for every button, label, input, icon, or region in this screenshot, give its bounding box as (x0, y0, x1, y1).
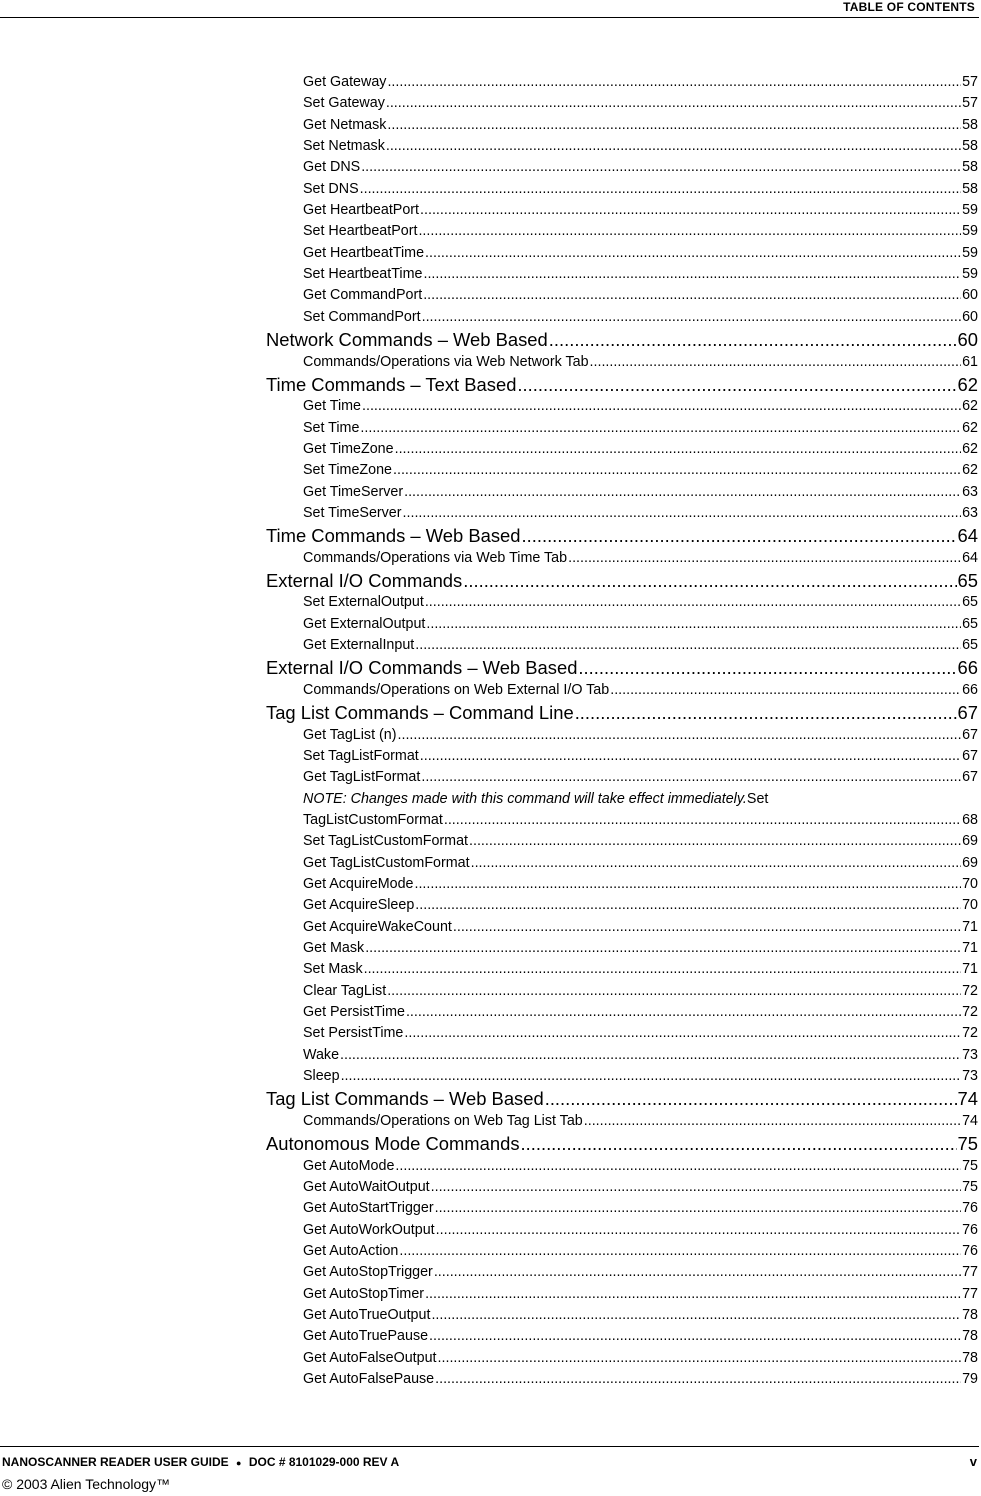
toc-dot-leader (415, 635, 961, 656)
toc-entry-page: 63 (962, 483, 978, 500)
toc-entry[interactable] (303, 179, 978, 200)
toc-entry-page: 76 (962, 1242, 978, 1259)
toc-dot-leader (438, 1348, 962, 1369)
toc-entry[interactable] (303, 1220, 978, 1241)
toc-entry-title: Time Commands – Text Based (266, 373, 517, 395)
toc-entry-title: Autonomous Mode Commands (266, 1133, 520, 1155)
toc-entry[interactable] (303, 503, 978, 524)
footer-guide-title: NANOSCANNER READER USER GUIDE (2, 1455, 229, 1469)
toc-entry-page: 65 (962, 637, 978, 654)
toc-section-entry[interactable] (266, 524, 978, 547)
toc-dot-leader (386, 93, 961, 114)
toc-entry[interactable] (303, 72, 978, 93)
toc-dot-leader (387, 981, 961, 1002)
toc-entry-title: Get DNS (303, 159, 361, 176)
toc-entry-title: Get AutoWaitOutput (303, 1178, 430, 1195)
toc-section-entry[interactable] (266, 656, 978, 679)
toc-entry-page: 69 (962, 854, 978, 871)
toc-entry[interactable] (303, 725, 978, 746)
toc-entry-page: 78 (962, 1306, 978, 1323)
toc-entry-page: 79 (962, 1371, 978, 1387)
toc-entry-title: Tag List Commands – Web Based (266, 1088, 544, 1110)
toc-entry[interactable] (303, 1023, 978, 1044)
toc-entry-page: 62 (962, 440, 978, 457)
toc-dot-leader (395, 1156, 961, 1177)
toc-entry[interactable] (303, 1284, 978, 1305)
toc-entry-page: 67 (962, 726, 978, 743)
toc-entry[interactable] (303, 548, 978, 569)
toc-entry-page: 72 (962, 1004, 978, 1021)
toc-entry[interactable] (303, 482, 978, 503)
toc-dot-leader (360, 418, 961, 439)
toc-entry[interactable] (303, 1111, 978, 1132)
toc-entry-title: Tag List Commands – Command Line (266, 702, 574, 724)
toc-entry-page: 65 (962, 594, 978, 611)
note-italic: NOTE: Changes made with this command will take effect immediately. (303, 790, 747, 807)
toc-dot-leader (420, 746, 961, 767)
toc-entry-title: Get AutoWorkOutput (303, 1221, 435, 1238)
toc-entry-page: 64 (962, 549, 978, 566)
toc-entry-title: Get TagListFormat (303, 769, 421, 786)
toc-entry-page: 77 (962, 1264, 978, 1281)
toc-entry[interactable] (303, 396, 978, 417)
toc-entry[interactable] (303, 352, 978, 373)
toc-dot-leader (578, 656, 956, 679)
toc-entry-page: 62 (962, 419, 978, 436)
toc-note (303, 789, 978, 810)
toc-entry[interactable] (303, 115, 978, 136)
toc-dot-leader (568, 548, 961, 569)
toc-section-entry[interactable] (266, 569, 978, 592)
toc-entry[interactable] (303, 981, 978, 1002)
toc-entry[interactable] (303, 938, 978, 959)
footer-separator: ● (236, 1458, 242, 1468)
toc-dot-leader (469, 831, 961, 852)
toc-entry-page: 78 (962, 1349, 978, 1366)
toc-entry[interactable] (303, 1156, 978, 1177)
toc-entry[interactable] (303, 592, 978, 613)
toc-entry-title: Set HeartbeatTime (303, 266, 423, 283)
toc-entry-title: Set Gateway (303, 95, 385, 112)
toc-entry-page: 64 (957, 525, 978, 547)
toc-dot-leader (386, 136, 961, 157)
toc-entry-title: Get Time (303, 398, 361, 415)
toc-section-entry[interactable] (266, 328, 978, 351)
toc-entry-page: 71 (962, 961, 978, 978)
toc-entry[interactable] (303, 1241, 978, 1262)
toc-entry-title: Get AutoStopTrigger (303, 1264, 433, 1281)
toc-dot-leader (406, 1002, 961, 1023)
toc-dot-leader (431, 1177, 961, 1198)
toc-entry-title: Clear TagList (303, 982, 387, 999)
footer-doc-number: DOC # 8101029-000 REV A (248, 1455, 400, 1469)
toc-entry-title: Get ExternalInput (303, 637, 415, 654)
page-footer (0, 1446, 979, 1492)
toc-entry-title: Time Commands – Web Based (266, 525, 521, 547)
toc-entry-title: Get AcquireMode (303, 876, 414, 892)
toc-entry-title: Set TimeZone (303, 462, 392, 479)
toc-entry-page: 58 (962, 180, 978, 197)
toc-dot-leader (423, 264, 961, 285)
toc-dot-leader (364, 959, 962, 980)
header-title: TABLE OF CONTENTS (843, 0, 975, 14)
toc-entry[interactable] (303, 418, 978, 439)
toc-dot-leader (403, 503, 962, 524)
toc-entry[interactable] (303, 136, 978, 157)
toc-dot-leader (425, 1284, 961, 1305)
toc-dot-leader (429, 1326, 961, 1347)
toc-entry-page: 59 (962, 202, 978, 219)
toc-dot-leader (422, 307, 961, 328)
toc-entry-title: Get AutoAction (303, 1242, 399, 1259)
toc-entry[interactable] (303, 917, 978, 938)
toc-entry-title: Get HeartbeatPort (303, 202, 420, 219)
toc-entry-page: 70 (962, 876, 978, 892)
toc-entry-title: Set TagListFormat (303, 747, 419, 764)
toc-entry[interactable] (303, 285, 978, 306)
toc-entry[interactable] (303, 614, 978, 635)
toc-dot-leader (418, 221, 961, 242)
table-of-contents (266, 72, 978, 1390)
toc-dot-leader (341, 1066, 962, 1087)
toc-section-entry[interactable] (266, 373, 978, 396)
toc-entry[interactable] (303, 243, 978, 264)
toc-entry[interactable] (303, 460, 978, 481)
toc-dot-leader (426, 614, 961, 635)
toc-entry-page: 70 (962, 897, 978, 914)
toc-dot-leader (584, 1111, 961, 1132)
toc-entry[interactable] (303, 831, 978, 852)
toc-entry-page: 75 (962, 1178, 978, 1195)
toc-entry-page: 68 (962, 811, 978, 828)
toc-dot-leader (590, 352, 962, 373)
toc-entry-title: Wake (303, 1046, 340, 1063)
toc-entry-title: Get AutoTrueOutput (303, 1306, 431, 1323)
toc-dot-leader (549, 328, 957, 351)
toc-entry[interactable] (303, 1348, 978, 1369)
toc-entry-page: 71 (962, 940, 978, 957)
toc-dot-leader (361, 157, 961, 178)
toc-entry-title: Get CommandPort (303, 287, 423, 304)
toc-dot-leader (517, 373, 956, 396)
toc-entry[interactable] (303, 874, 978, 895)
toc-entry-page: 58 (962, 138, 978, 155)
toc-entry-title: Get AcquireSleep (303, 897, 415, 914)
toc-dot-leader (463, 569, 956, 592)
toc-dot-leader (360, 179, 961, 200)
toc-dot-leader (393, 460, 961, 481)
toc-entry-title: Get TagListCustomFormat (303, 854, 470, 871)
toc-entry-title: Get PersistTime (303, 1004, 405, 1021)
toc-dot-leader (340, 1045, 961, 1066)
toc-entry[interactable] (303, 221, 978, 242)
toc-dot-leader (435, 1369, 961, 1390)
toc-dot-leader (395, 439, 962, 460)
toc-entry[interactable] (303, 1066, 978, 1087)
toc-dot-leader (387, 115, 961, 136)
toc-entry-title: Get AutoStartTrigger (303, 1200, 434, 1217)
toc-entry-title: Get ExternalOutput (303, 615, 426, 632)
toc-entry-page: 67 (957, 702, 978, 724)
toc-entry[interactable] (303, 959, 978, 980)
toc-entry-page: 63 (962, 504, 978, 521)
toc-entry-title: Get TimeServer (303, 483, 404, 500)
toc-entry-title: Get AutoFalseOutput (303, 1349, 437, 1366)
toc-dot-leader (453, 917, 961, 938)
toc-dot-leader (404, 1023, 961, 1044)
toc-entry-page: 77 (962, 1285, 978, 1302)
toc-dot-leader (423, 285, 961, 306)
toc-dot-leader (521, 1132, 957, 1155)
toc-entry-title: Commands/Operations via Web Time Tab (303, 549, 568, 566)
toc-entry-page: 69 (962, 833, 978, 850)
toc-entry-page: 58 (962, 116, 978, 133)
toc-entry-page: 74 (962, 1112, 978, 1129)
toc-entry-title: Get AutoStopTimer (303, 1285, 425, 1302)
toc-entry-page: 62 (962, 462, 978, 479)
toc-dot-leader (421, 767, 961, 788)
toc-entry[interactable] (303, 157, 978, 178)
toc-entry[interactable] (303, 1262, 978, 1283)
toc-section-entry[interactable] (266, 1132, 978, 1155)
toc-dot-leader (420, 200, 961, 221)
toc-dot-leader (415, 895, 961, 916)
toc-entry-page: 73 (962, 1068, 978, 1085)
toc-entry-page: 57 (962, 74, 978, 90)
toc-entry[interactable] (303, 635, 978, 656)
toc-entry-title: Network Commands – Web Based (266, 329, 548, 351)
toc-entry-page: 60 (962, 308, 978, 325)
toc-entry-title: Set Netmask (303, 138, 385, 155)
toc-entry[interactable] (303, 93, 978, 114)
toc-dot-leader (436, 1220, 961, 1241)
toc-entry-title: Get TagList (n) (303, 726, 397, 743)
toc-entry-title: Get Netmask (303, 116, 387, 133)
note-rest: Set (746, 790, 769, 807)
toc-entry[interactable] (303, 1305, 978, 1326)
toc-entry[interactable] (303, 1045, 978, 1066)
toc-entry-page: 66 (962, 681, 978, 698)
toc-dot-leader (404, 482, 961, 503)
toc-dot-leader (522, 524, 957, 547)
toc-entry-title: Set CommandPort (303, 308, 421, 325)
toc-entry-title: Get AutoMode (303, 1157, 395, 1174)
toc-entry-page: 60 (962, 287, 978, 304)
toc-entry-title: External I/O Commands – Web Based (266, 657, 578, 679)
toc-entry-title: Get AutoTruePause (303, 1328, 429, 1345)
toc-entry[interactable] (303, 439, 978, 460)
toc-entry[interactable] (303, 1369, 978, 1390)
page-header (0, 0, 979, 18)
toc-entry-page: 72 (962, 1025, 978, 1042)
toc-entry-title: Set TimeServer (303, 504, 402, 521)
toc-dot-leader (414, 874, 961, 895)
toc-entry-title: Set DNS (303, 180, 359, 197)
toc-entry[interactable] (303, 895, 978, 916)
toc-entry-page: 58 (962, 159, 978, 176)
toc-entry-page: 76 (962, 1200, 978, 1217)
toc-entry-title: Set Mask (303, 961, 363, 978)
toc-entry[interactable] (303, 1177, 978, 1198)
toc-entry-title: Commands/Operations via Web Network Tab (303, 353, 589, 370)
toc-entry[interactable] (303, 1198, 978, 1219)
toc-entry-page: 66 (957, 657, 978, 679)
toc-dot-leader (435, 1198, 962, 1219)
toc-dot-leader (444, 810, 961, 831)
toc-dot-leader (434, 1262, 961, 1283)
toc-dot-leader (387, 72, 961, 93)
toc-entry-title: Set Time (303, 419, 360, 436)
toc-entry[interactable] (303, 680, 978, 701)
footer-page-number: v (969, 1454, 977, 1469)
toc-entry[interactable] (303, 1002, 978, 1023)
toc-entry-title: Get AcquireWakeCount (303, 918, 452, 935)
toc-entry-page: 75 (957, 1133, 978, 1155)
toc-entry-page: 65 (962, 615, 978, 632)
toc-entry-title: Set TagListCustomFormat (303, 833, 469, 850)
toc-entry-page: 76 (962, 1221, 978, 1238)
toc-dot-leader (362, 396, 961, 417)
toc-entry-title: Get AutoFalsePause (303, 1371, 435, 1387)
toc-section-entry[interactable] (266, 1087, 978, 1110)
toc-entry[interactable] (303, 1326, 978, 1347)
toc-entry-title: Get HeartbeatTime (303, 244, 425, 261)
toc-entry-title: Set PersistTime (303, 1025, 404, 1042)
toc-entry-title: Get Mask (303, 940, 365, 957)
toc-entry[interactable] (303, 767, 978, 788)
toc-entry-page: 59 (962, 244, 978, 261)
toc-dot-leader (471, 853, 962, 874)
toc-entry-page: 65 (957, 570, 978, 592)
footer-copyright: © 2003 Alien Technology™ (2, 1476, 171, 1492)
toc-entry[interactable] (303, 264, 978, 285)
toc-entry-title: Commands/Operations on Web Tag List Tab (303, 1112, 583, 1129)
toc-dot-leader (398, 725, 962, 746)
toc-entry-title: TagListCustomFormat (303, 811, 443, 828)
toc-entry[interactable] (303, 746, 978, 767)
toc-entry-page: 67 (962, 769, 978, 786)
toc-entry-page: 59 (962, 223, 978, 240)
toc-entry[interactable] (303, 810, 978, 831)
toc-dot-leader (610, 680, 961, 701)
toc-entry-title: Set HeartbeatPort (303, 223, 418, 240)
toc-entry-title: Get TimeZone (303, 440, 394, 457)
toc-entry-page: 78 (962, 1328, 978, 1345)
toc-dot-leader (431, 1305, 961, 1326)
toc-entry-page: 61 (962, 353, 978, 370)
toc-entry-page: 67 (962, 747, 978, 764)
toc-dot-leader (545, 1087, 957, 1110)
toc-entry-title: Set ExternalOutput (303, 594, 424, 611)
toc-entry-page: 59 (962, 266, 978, 283)
toc-entry-page: 62 (962, 398, 978, 415)
toc-entry-page: 57 (962, 95, 978, 112)
toc-dot-leader (399, 1241, 961, 1262)
toc-section-entry[interactable] (266, 701, 978, 724)
toc-entry-page: 73 (962, 1046, 978, 1063)
toc-entry-page: 60 (957, 329, 978, 351)
toc-entry-title: Get Gateway (303, 74, 387, 90)
toc-entry-page: 71 (962, 918, 978, 935)
toc-entry[interactable] (303, 200, 978, 221)
toc-entry-title: Sleep (303, 1068, 340, 1085)
toc-dot-leader (425, 243, 961, 264)
toc-dot-leader (575, 701, 957, 724)
toc-entry-page: 72 (962, 982, 978, 999)
footer-doc-info (2, 1455, 399, 1469)
toc-entry-page: 62 (957, 373, 978, 395)
toc-dot-leader (425, 592, 961, 613)
toc-entry-title: External I/O Commands (266, 570, 463, 592)
toc-entry[interactable] (303, 853, 978, 874)
toc-entry-page: 74 (957, 1088, 978, 1110)
toc-entry-page: 75 (962, 1157, 978, 1174)
toc-entry[interactable] (303, 307, 978, 328)
toc-dot-leader (365, 938, 961, 959)
toc-entry-title: Commands/Operations on Web External I/O Tab (303, 681, 610, 698)
